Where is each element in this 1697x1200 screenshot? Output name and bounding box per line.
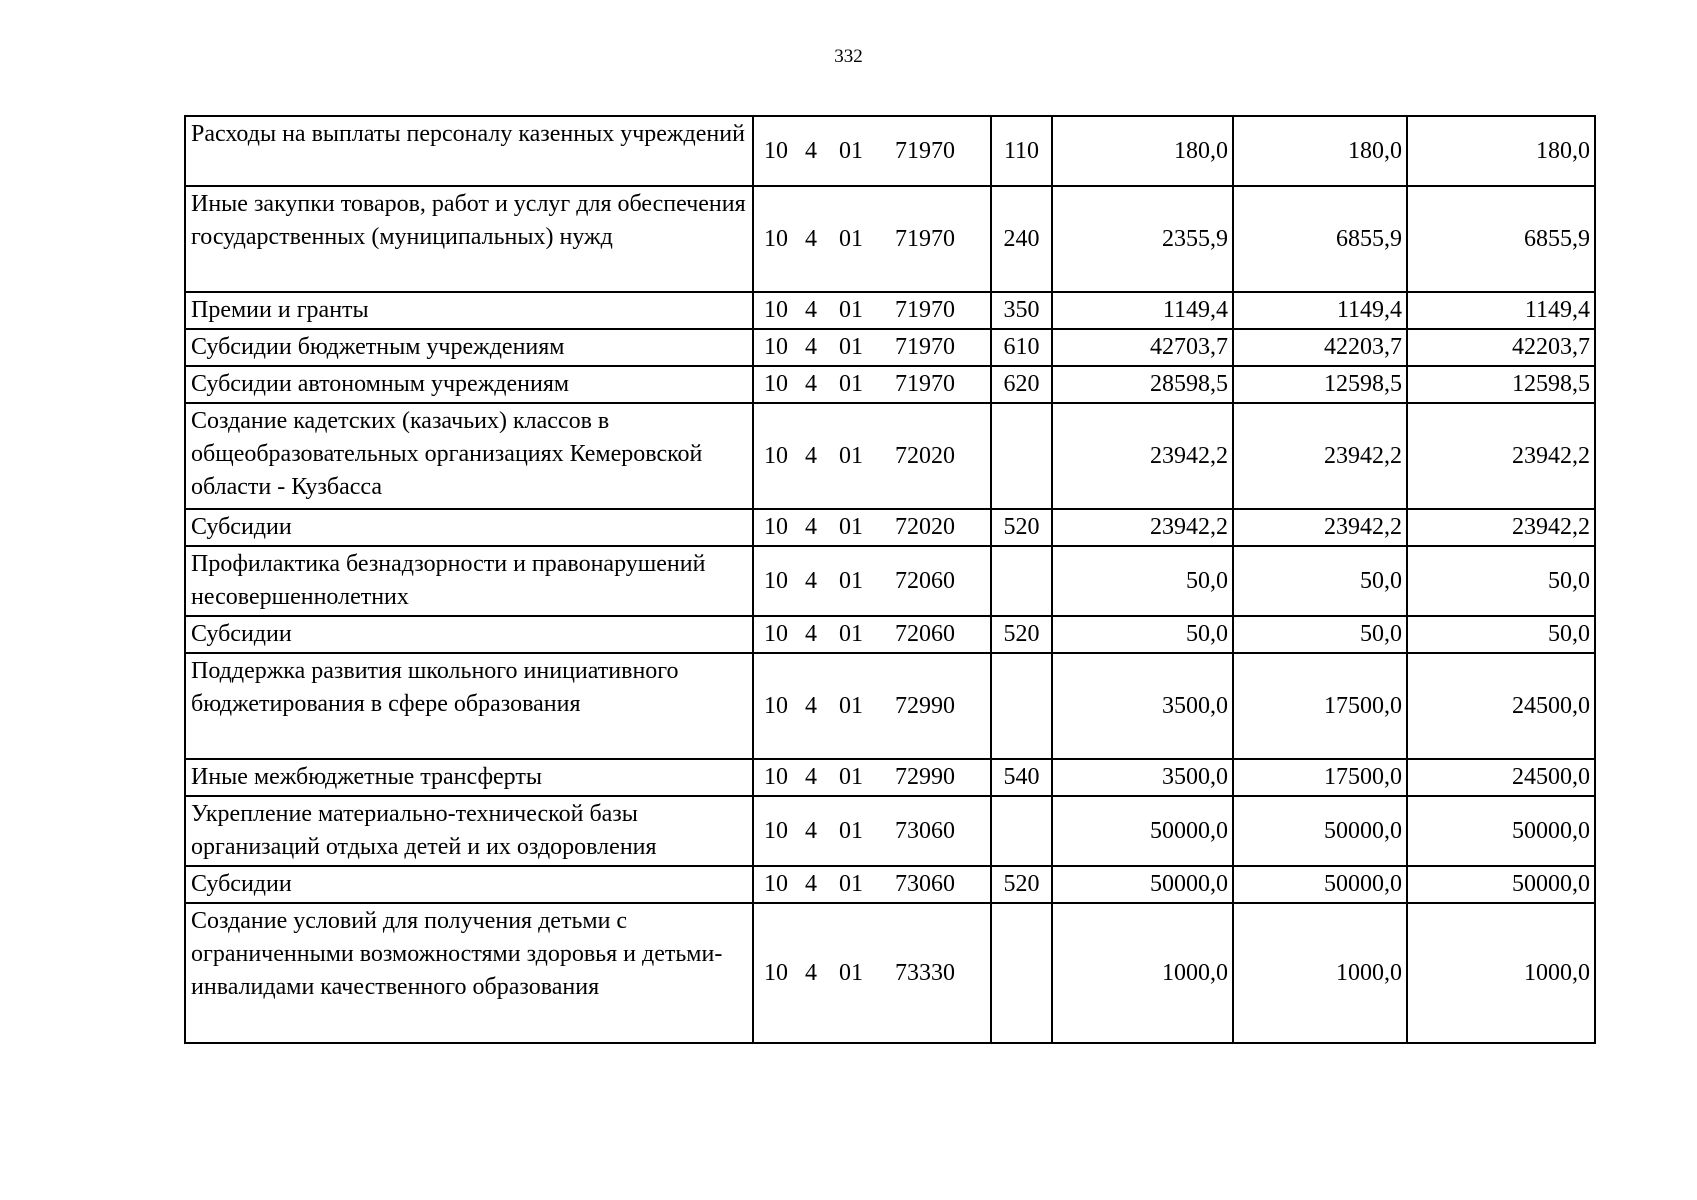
code-direction: 71970 [895,137,955,164]
code-section: 10 [764,764,788,790]
row-name-cell: Расходы на выплаты персоналу казенных учреждений [185,116,753,186]
row-name-cell: Создание кадетских (казачьих) классов в общеобразовательных организациях Кемеровской области - Кузбасса [185,403,753,509]
code-subsection: 4 [805,764,817,790]
table-row [185,903,1595,1043]
code-subsection: 4 [805,817,817,844]
code-section: 10 [764,334,788,360]
table-row [185,403,1595,509]
row-value-1-cell: 180,0 [1052,116,1233,186]
code-subsection: 4 [805,225,817,252]
code-program: 01 [839,621,863,647]
code-program: 01 [839,567,863,594]
code-program: 01 [839,817,863,844]
code-subsection: 4 [805,871,817,897]
code-subsection: 4 [805,442,817,469]
code-program: 01 [839,137,863,164]
code-subsection: 4 [805,137,817,164]
row-value-1-cell: 23942,2 [1052,509,1233,546]
row-value-1-cell: 23942,2 [1052,403,1233,509]
code-direction: 72060 [895,621,955,647]
row-expense-type-cell: 350 [991,292,1052,329]
row-expense-type-cell: 110 [991,116,1052,186]
row-code-cell [753,903,991,1043]
row-value-3-cell: 180,0 [1407,116,1595,186]
row-value-2-cell: 1149,4 [1233,292,1407,329]
table-row [185,329,1595,366]
row-code-cell [753,509,991,546]
code-section: 10 [764,959,788,986]
code-section: 10 [764,871,788,897]
code-section: 10 [764,567,788,594]
page-number: 332 [834,46,863,67]
code-direction: 72020 [895,442,955,469]
code-subsection: 4 [805,297,817,323]
table-row [185,546,1595,616]
row-name-cell: Субсидии [185,509,753,546]
code-section: 10 [764,817,788,844]
code-subsection: 4 [805,959,817,986]
row-name-cell: Иные межбюджетные трансферты [185,759,753,796]
code-section: 10 [764,442,788,469]
code-section: 10 [764,621,788,647]
row-name-cell: Профилактика безнадзорности и правонарушений несовершеннолетних [185,546,753,616]
row-value-2-cell: 50000,0 [1233,866,1407,903]
code-section: 10 [764,371,788,397]
row-name-cell: Премии и гранты [185,292,753,329]
table-row [185,796,1595,866]
row-value-2-cell: 50,0 [1233,546,1407,616]
table-row [185,366,1595,403]
code-program: 01 [839,692,863,719]
code-direction: 72990 [895,764,955,790]
row-value-1-cell: 42703,7 [1052,329,1233,366]
row-name-cell: Субсидии бюджетным учреждениям [185,329,753,366]
row-value-3-cell: 50,0 [1407,546,1595,616]
row-expense-type-cell: 240 [991,186,1052,292]
row-value-3-cell: 12598,5 [1407,366,1595,403]
row-expense-type-cell [991,546,1052,616]
row-value-3-cell: 23942,2 [1407,403,1595,509]
row-name-cell: Субсидии [185,866,753,903]
row-value-3-cell: 24500,0 [1407,759,1595,796]
code-program: 01 [839,871,863,897]
row-value-1-cell: 50,0 [1052,546,1233,616]
code-subsection: 4 [805,567,817,594]
code-direction: 71970 [895,371,955,397]
row-expense-type-cell: 610 [991,329,1052,366]
row-code-cell [753,366,991,403]
row-code-cell [753,653,991,759]
table-row [185,653,1595,759]
row-expense-type-cell: 520 [991,616,1052,653]
code-direction: 73060 [895,817,955,844]
table-row [185,759,1595,796]
row-value-2-cell: 17500,0 [1233,759,1407,796]
row-expense-type-cell: 620 [991,366,1052,403]
row-value-2-cell: 50,0 [1233,616,1407,653]
row-value-1-cell: 50,0 [1052,616,1233,653]
row-value-2-cell: 180,0 [1233,116,1407,186]
row-value-1-cell: 50000,0 [1052,796,1233,866]
row-expense-type-cell [991,653,1052,759]
row-expense-type-cell: 520 [991,866,1052,903]
row-code-cell [753,292,991,329]
code-direction: 73060 [895,871,955,897]
code-direction: 71970 [895,297,955,323]
row-value-3-cell: 6855,9 [1407,186,1595,292]
row-value-1-cell: 28598,5 [1052,366,1233,403]
row-value-1-cell: 2355,9 [1052,186,1233,292]
row-value-3-cell: 50,0 [1407,616,1595,653]
code-direction: 71970 [895,334,955,360]
row-value-1-cell: 1149,4 [1052,292,1233,329]
row-code-cell [753,796,991,866]
code-subsection: 4 [805,371,817,397]
row-code-cell [753,616,991,653]
code-program: 01 [839,334,863,360]
table-row [185,292,1595,329]
row-code-cell [753,116,991,186]
row-name-cell: Создание условий для получения детьми с ограниченными возможностями здоровья и детьми-инвалидами качественного образования [185,903,753,1043]
code-direction: 71970 [895,225,955,252]
row-value-2-cell: 17500,0 [1233,653,1407,759]
code-program: 01 [839,764,863,790]
row-value-3-cell: 24500,0 [1407,653,1595,759]
row-name-cell: Укрепление материально-технической базы организаций отдыха детей и их оздоровления [185,796,753,866]
row-code-cell [753,866,991,903]
code-subsection: 4 [805,692,817,719]
row-code-cell [753,403,991,509]
table-row [185,186,1595,292]
row-value-1-cell: 1000,0 [1052,903,1233,1043]
row-value-1-cell: 50000,0 [1052,866,1233,903]
row-value-2-cell: 12598,5 [1233,366,1407,403]
code-program: 01 [839,514,863,540]
row-value-3-cell: 50000,0 [1407,866,1595,903]
code-section: 10 [764,692,788,719]
row-value-3-cell: 1149,4 [1407,292,1595,329]
row-expense-type-cell [991,796,1052,866]
row-code-cell [753,329,991,366]
row-name-cell: Иные закупки товаров, работ и услуг для обеспечения государственных (муниципальных) нужд [185,186,753,292]
code-program: 01 [839,297,863,323]
row-value-2-cell: 23942,2 [1233,403,1407,509]
code-subsection: 4 [805,621,817,647]
table-row [185,866,1595,903]
row-name-cell: Субсидии [185,616,753,653]
row-expense-type-cell: 520 [991,509,1052,546]
row-value-1-cell: 3500,0 [1052,759,1233,796]
code-section: 10 [764,137,788,164]
row-value-3-cell: 23942,2 [1407,509,1595,546]
row-value-3-cell: 42203,7 [1407,329,1595,366]
row-code-cell [753,186,991,292]
row-value-2-cell: 1000,0 [1233,903,1407,1043]
code-program: 01 [839,225,863,252]
code-section: 10 [764,514,788,540]
budget-table-body [185,116,1595,1043]
row-code-cell [753,759,991,796]
row-value-2-cell: 50000,0 [1233,796,1407,866]
code-subsection: 4 [805,334,817,360]
row-value-3-cell: 1000,0 [1407,903,1595,1043]
code-direction: 72020 [895,514,955,540]
row-expense-type-cell [991,903,1052,1043]
code-direction: 72060 [895,567,955,594]
row-expense-type-cell: 540 [991,759,1052,796]
row-value-2-cell: 23942,2 [1233,509,1407,546]
code-section: 10 [764,297,788,323]
row-value-2-cell: 6855,9 [1233,186,1407,292]
code-program: 01 [839,959,863,986]
code-program: 01 [839,371,863,397]
row-value-3-cell: 50000,0 [1407,796,1595,866]
row-code-cell [753,546,991,616]
code-section: 10 [764,225,788,252]
budget-table [184,115,1596,1044]
code-program: 01 [839,442,863,469]
code-subsection: 4 [805,514,817,540]
row-expense-type-cell [991,403,1052,509]
table-row [185,616,1595,653]
row-value-1-cell: 3500,0 [1052,653,1233,759]
code-direction: 73330 [895,959,955,986]
code-direction: 72990 [895,692,955,719]
row-name-cell: Субсидии автономным учреждениям [185,366,753,403]
table-row [185,116,1595,186]
row-value-2-cell: 42203,7 [1233,329,1407,366]
table-row [185,509,1595,546]
row-name-cell: Поддержка развития школьного инициативного бюджетирования в сфере образования [185,653,753,759]
